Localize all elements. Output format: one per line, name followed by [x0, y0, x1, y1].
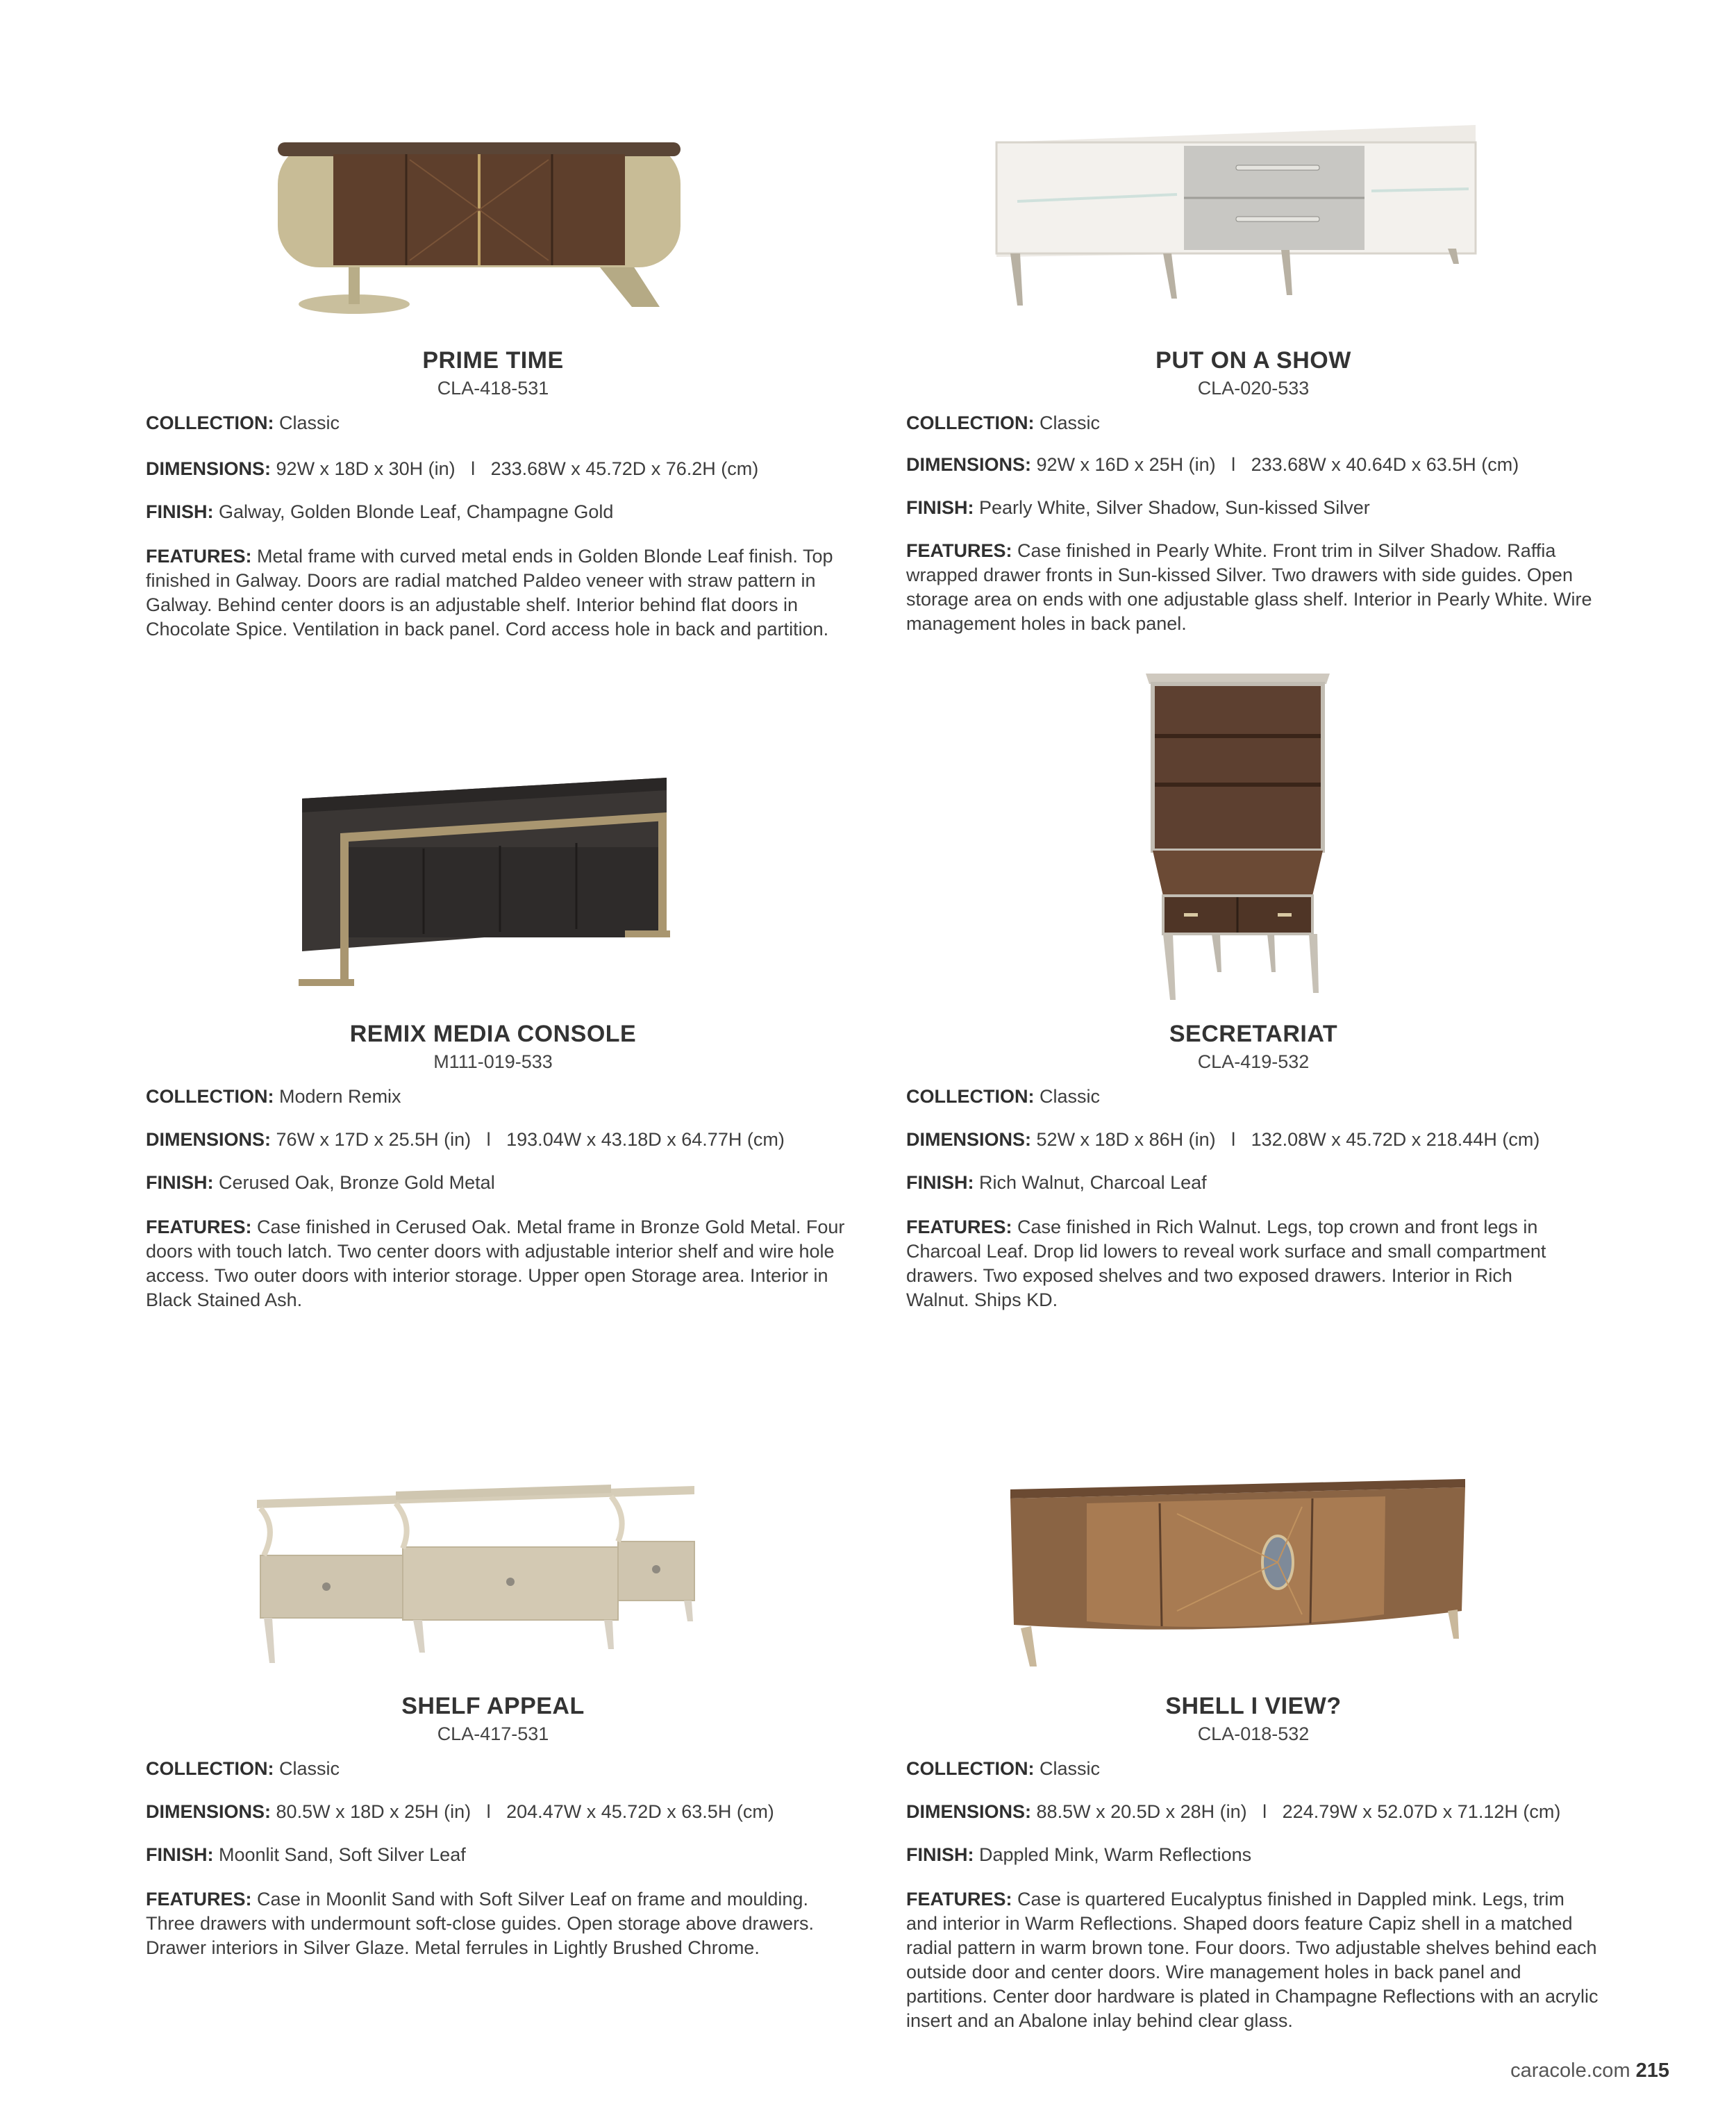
collection-label: COLLECTION:: [906, 1086, 1035, 1107]
put-on-a-show-image: [990, 125, 1489, 319]
dimensions-label: DIMENSIONS:: [906, 1801, 1032, 1822]
collection-label: COLLECTION:: [146, 1086, 274, 1107]
features-value: Case finished in Rich Walnut. Legs, top crown and front legs in Charcoal Leaf. Drop lid lowers to reveal work surface and small compartment drawers. Two exposed shelves and two exposed drawers. Interior in Rich Walnut. Ships KD.: [906, 1217, 1546, 1310]
secretariat-image: [1142, 667, 1337, 1014]
collection-label: COLLECTION:: [146, 1758, 274, 1779]
finish-line: [906, 496, 1621, 520]
features-label: FEATURES:: [146, 1889, 252, 1910]
product-title: SHELF APPEAL: [401, 1693, 585, 1719]
features-line: [146, 1887, 861, 1960]
features-value: Case is quartered Eucalyptus finished in Dappled mink. Legs, trim and interior in Warm Reflections. Shaped doors feature Capiz shell in a matched radial pattern in warm brown tone. Four doors. Two adjustable shelves behind each outside door and center doors. Wire management holes in back panel and partitions. Center door hardware is plated in Champagne Reflections with an acrylic insert and an Abalone inlay behind clear glass.: [906, 1889, 1599, 2031]
finish-value: Moonlit Sand, Soft Silver Leaf: [219, 1844, 466, 1865]
features-label: FEATURES:: [146, 1217, 252, 1237]
product-title: PUT ON A SHOW: [1155, 347, 1351, 374]
features-label: FEATURES:: [906, 1217, 1012, 1237]
footer-site: caracole.com: [1510, 2060, 1630, 2082]
features-label: FEATURES:: [906, 540, 1012, 561]
finish-value: Galway, Golden Blonde Leaf, Champagne Gold: [219, 501, 614, 522]
dimensions-label: DIMENSIONS:: [146, 1129, 272, 1150]
product-sku: CLA-419-532: [1197, 1051, 1310, 1072]
finish-label: FINISH:: [906, 497, 974, 518]
dimensions-line: [906, 1128, 1621, 1152]
remix-media-console-image: [292, 771, 681, 993]
collection-line: [906, 1085, 1621, 1109]
finish-value: Dappled Mink, Warm Reflections: [979, 1844, 1252, 1865]
finish-label: FINISH:: [146, 501, 214, 522]
finish-label: FINISH:: [906, 1172, 974, 1193]
collection-line: [146, 1757, 861, 1781]
dimensions-label: DIMENSIONS:: [146, 1801, 272, 1822]
product-title: REMIX MEDIA CONSOLE: [349, 1021, 637, 1047]
finish-value: Cerused Oak, Bronze Gold Metal: [219, 1172, 495, 1193]
finish-value: Pearly White, Silver Shadow, Sun-kissed Silver: [979, 497, 1370, 518]
finish-line: [906, 1171, 1621, 1195]
product-sku: CLA-418-531: [437, 378, 549, 399]
features-line: [146, 544, 861, 642]
dimensions-label: DIMENSIONS:: [906, 1129, 1032, 1150]
finish-line: [906, 1843, 1621, 1867]
shell-i-view-image: [1003, 1472, 1483, 1680]
collection-value: Classic: [279, 1758, 340, 1779]
finish-line: [146, 500, 861, 524]
product-title: PRIME TIME: [422, 347, 564, 374]
dimensions-value: 88.5W x 20.5D x 28H (in) l 224.79W x 52.07D x 71.12H (cm): [1036, 1801, 1561, 1822]
collection-line: [906, 411, 1621, 435]
collection-value: Modern Remix: [279, 1086, 401, 1107]
dimensions-line: [906, 1800, 1621, 1824]
finish-label: FINISH:: [146, 1844, 214, 1865]
collection-line: [146, 411, 861, 435]
finish-value: Rich Walnut, Charcoal Leaf: [979, 1172, 1207, 1193]
collection-value: Classic: [1040, 412, 1101, 433]
dimensions-line: [146, 457, 861, 481]
dimensions-value: 52W x 18D x 86H (in) l 132.08W x 45.72D x 218.44H (cm): [1036, 1129, 1540, 1150]
finish-label: FINISH:: [906, 1844, 974, 1865]
collection-line: [906, 1757, 1621, 1781]
dimensions-label: DIMENSIONS:: [906, 454, 1032, 475]
collection-value: Classic: [1040, 1758, 1101, 1779]
collection-label: COLLECTION:: [906, 412, 1035, 433]
collection-label: COLLECTION:: [146, 412, 274, 433]
shelf-appeal-image: [250, 1472, 722, 1680]
product-title: SECRETARIAT: [1169, 1021, 1338, 1047]
prime-time-image: [271, 125, 701, 319]
dimensions-line: [146, 1800, 861, 1824]
features-line: [906, 539, 1621, 636]
dimensions-value: 80.5W x 18D x 25H (in) l 204.47W x 45.72D x 63.5H (cm): [276, 1801, 774, 1822]
collection-value: Classic: [279, 412, 340, 433]
collection-label: COLLECTION:: [906, 1758, 1035, 1779]
features-line: [906, 1215, 1573, 1312]
features-value: Case finished in Cerused Oak. Metal frame in Bronze Gold Metal. Four doors with touch latch. Two center doors with adjustable interior shelf and wire hole access. Two outer doors with interior storage. Upper open Storage area. Interior in Black Stained Ash.: [146, 1217, 845, 1310]
finish-line: [146, 1843, 861, 1867]
dimensions-label: DIMENSIONS:: [146, 458, 272, 479]
features-line: [906, 1887, 1601, 2033]
product-sku: CLA-020-533: [1197, 378, 1310, 399]
features-label: FEATURES:: [146, 546, 252, 567]
features-label: FEATURES:: [906, 1889, 1012, 1910]
features-line: [146, 1215, 861, 1312]
finish-label: FINISH:: [146, 1172, 214, 1193]
dimensions-value: 92W x 16D x 25H (in) l 233.68W x 40.64D x 63.5H (cm): [1036, 454, 1519, 475]
dimensions-line: [906, 453, 1621, 477]
dimensions-line: [146, 1128, 861, 1152]
page-footer: [1510, 2060, 1669, 2082]
features-value: Metal frame with curved metal ends in Golden Blonde Leaf finish. Top finished in Galway. Doors are radial matched Paldeo veneer with straw pattern in Galway. Behind center doors is an adjustable shelf. Interior behind flat doors in Chocolate Spice. Ventilation in back panel. Cord access hole in back and partition.: [146, 546, 833, 640]
dimensions-value: 76W x 17D x 25.5H (in) l 193.04W x 43.18D x 64.77H (cm): [276, 1129, 785, 1150]
product-sku: CLA-417-531: [437, 1723, 549, 1744]
product-sku: M111-019-533: [433, 1051, 553, 1072]
collection-value: Classic: [1040, 1086, 1101, 1107]
dimensions-value: 92W x 18D x 30H (in) l 233.68W x 45.72D x 76.2H (cm): [276, 458, 759, 479]
finish-line: [146, 1171, 861, 1195]
product-title: SHELL I VIEW?: [1165, 1693, 1342, 1719]
page-number: 215: [1635, 2060, 1669, 2082]
features-value: Case finished in Pearly White. Front trim in Silver Shadow. Raffia wrapped drawer fronts in Sun-kissed Silver. Two drawers with side guides. Open storage area on ends with one adjustable glass shelf. Interior in Pearly White. Wire management holes in back panel.: [906, 540, 1592, 634]
collection-line: [146, 1085, 861, 1109]
features-value: Case in Moonlit Sand with Soft Silver Leaf on frame and moulding. Three drawers with undermount soft-close guides. Open storage above drawers. Drawer interiors in Silver Glaze. Metal ferrules in Lightly Brushed Chrome.: [146, 1889, 814, 1958]
product-sku: CLA-018-532: [1197, 1723, 1310, 1744]
